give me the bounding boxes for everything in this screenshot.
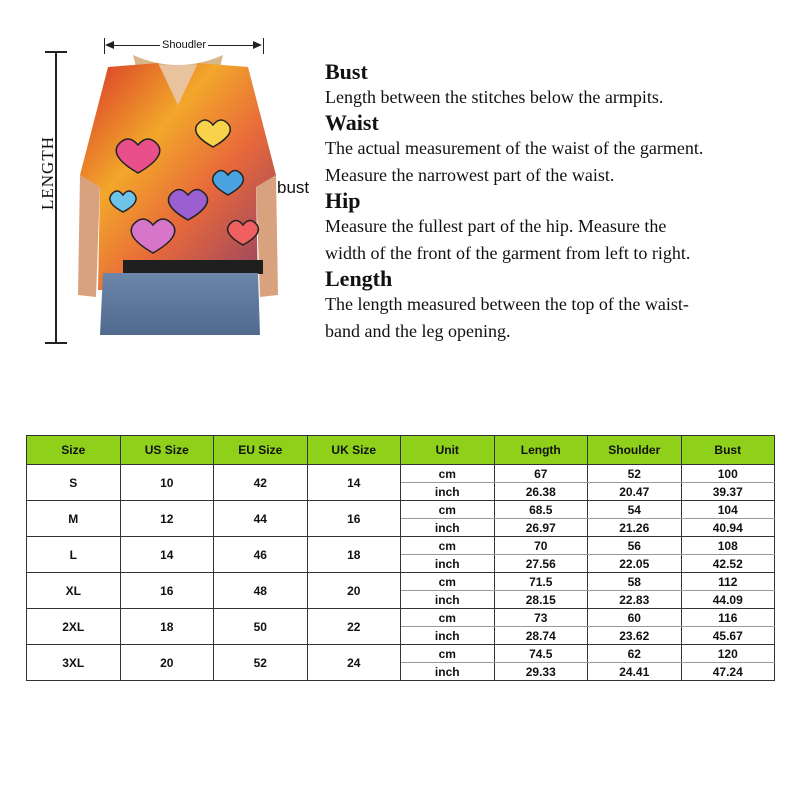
definition-hip [325,189,795,267]
bust-cell: 39.37 [681,483,775,501]
shoulder-cell: 23.62 [588,627,682,645]
us-size-cell: 10 [120,465,214,501]
shoulder-cell: 22.83 [588,591,682,609]
definition-waist [325,111,795,189]
uk-size-cell: 18 [307,537,401,573]
unit-cell: inch [401,591,495,609]
size-cell: 3XL [27,645,121,681]
header-bust: Bust [681,436,775,465]
length-label: LENGTH [38,136,57,210]
length-cell: 28.74 [494,627,588,645]
bust-cell: 108 [681,537,775,555]
table-row [27,537,775,555]
definition-title: Waist [325,110,379,135]
definition-text: The length measured between the top of the waist- [325,294,689,314]
header-unit: Unit [401,436,495,465]
unit-cell: inch [401,555,495,573]
us-size-cell: 14 [120,537,214,573]
size-cell: 2XL [27,609,121,645]
eu-size-cell: 42 [214,465,308,501]
eu-size-cell: 44 [214,501,308,537]
length-cell: 74.5 [494,645,588,663]
measurement-definitions [325,60,795,345]
length-cell: 67 [494,465,588,483]
length-cell: 68.5 [494,501,588,519]
size-chart-table [26,435,775,681]
table-row [27,573,775,591]
uk-size-cell: 22 [307,609,401,645]
length-cell: 27.56 [494,555,588,573]
us-size-cell: 16 [120,573,214,609]
unit-cell: inch [401,663,495,681]
unit-cell: cm [401,465,495,483]
table-row [27,609,775,627]
us-size-cell: 12 [120,501,214,537]
header-eu-size: EU Size [214,436,308,465]
unit-cell: inch [401,627,495,645]
size-table-body [27,465,775,681]
definition-text: Measure the fullest part of the hip. Measure the [325,216,667,236]
uk-size-cell: 14 [307,465,401,501]
length-cell: 26.97 [494,519,588,537]
length-cell: 71.5 [494,573,588,591]
bust-cell: 47.24 [681,663,775,681]
shoulder-cell: 58 [588,573,682,591]
bust-cell: 104 [681,501,775,519]
table-header-row [27,436,775,465]
bust-cell: 116 [681,609,775,627]
shoulder-cell: 60 [588,609,682,627]
definition-title: Bust [325,59,368,84]
size-cell: L [27,537,121,573]
bust-cell: 112 [681,573,775,591]
size-cell: XL [27,573,121,609]
table-row [27,465,775,483]
length-cell: 28.15 [494,591,588,609]
length-cell: 26.38 [494,483,588,501]
definition-text: width of the front of the garment from left to right. [325,243,691,263]
unit-cell: cm [401,573,495,591]
bust-cell: 100 [681,465,775,483]
shoulder-cell: 20.47 [588,483,682,501]
shoulder-arrow-right-icon [253,41,262,49]
bust-cell: 40.94 [681,519,775,537]
definition-text: Length between the stitches below the armpits. [325,87,664,107]
length-cell: 29.33 [494,663,588,681]
header-size: Size [27,436,121,465]
product-photo [78,55,278,335]
unit-cell: cm [401,537,495,555]
bust-cell: 44.09 [681,591,775,609]
length-cell: 70 [494,537,588,555]
shoulder-right-cap [263,38,264,54]
us-size-cell: 20 [120,645,214,681]
uk-size-cell: 20 [307,573,401,609]
bust-cell: 120 [681,645,775,663]
size-cell: S [27,465,121,501]
definition-text: Measure the narrowest part of the waist. [325,165,615,185]
shoulder-cell: 52 [588,465,682,483]
bust-cell: 42.52 [681,555,775,573]
unit-cell: cm [401,609,495,627]
definition-text: band and the leg opening. [325,321,511,341]
shoulder-cell: 56 [588,537,682,555]
header-us-size: US Size [120,436,214,465]
shoulder-cell: 22.05 [588,555,682,573]
definition-title: Length [325,266,393,291]
definition-bust [325,60,795,111]
eu-size-cell: 48 [214,573,308,609]
bust-label: bust [277,178,310,197]
unit-cell: cm [401,645,495,663]
eu-size-cell: 52 [214,645,308,681]
definition-length [325,267,795,345]
table-row [27,645,775,663]
definition-title: Hip [325,188,361,213]
shoulder-cell: 21.26 [588,519,682,537]
shoulder-cell: 24.41 [588,663,682,681]
bust-cell: 45.67 [681,627,775,645]
length-bottom-cap [45,342,67,344]
header-shoulder: Shoulder [588,436,682,465]
measurement-illustration [0,0,320,360]
unit-cell: inch [401,483,495,501]
uk-size-cell: 24 [307,645,401,681]
table-row [27,501,775,519]
unit-cell: cm [401,501,495,519]
eu-size-cell: 46 [214,537,308,573]
length-cell: 73 [494,609,588,627]
definition-text: The actual measurement of the waist of the garment. [325,138,704,158]
size-cell: M [27,501,121,537]
shoulder-cell: 54 [588,501,682,519]
shoulder-label: Shoudler [162,39,207,51]
header-uk-size: UK Size [307,436,401,465]
header-length: Length [494,436,588,465]
unit-cell: inch [401,519,495,537]
uk-size-cell: 16 [307,501,401,537]
eu-size-cell: 50 [214,609,308,645]
shoulder-cell: 62 [588,645,682,663]
us-size-cell: 18 [120,609,214,645]
